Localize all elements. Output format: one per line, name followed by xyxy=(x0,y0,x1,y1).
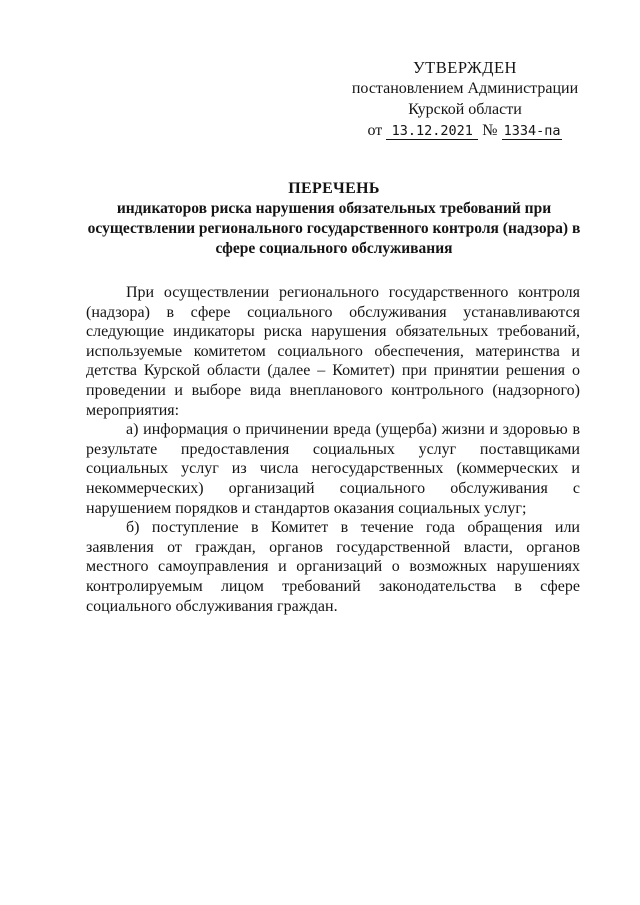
approval-stamp xyxy=(340,57,590,141)
approval-line-region: Курской области xyxy=(408,101,522,118)
item-b-paragraph: б) поступление в Комитет в течение года обращения или заявления от граждан, органов государственной власти, органов местного самоуправления и организаций о возможных нарушениях контролируемым лицом требований законодательства в сфере социального обслуживания граждан. xyxy=(86,519,580,615)
number-prefix: № xyxy=(482,122,498,139)
document-subtitle: индикаторов риска нарушения обязательных требований при осуществлении регионального государственного контроля (надзора) в сфере социального обслуживания xyxy=(87,200,581,257)
document-title-block xyxy=(86,179,582,259)
date-prefix: от xyxy=(367,122,383,139)
approval-date-number-line xyxy=(340,120,590,141)
intro-paragraph: При осуществлении регионального государственного контроля (надзора) в сфере социального обслуживания устанавливаются следующие индикаторы риска нарушения обязательных требований, используемые комитетом социального обеспечения, материнства и детства Курской области (далее – Комитет) при принятии решения о проведении и выборе вида внепланового контрольного (надзорного) мероприятия: xyxy=(86,284,580,419)
approval-date: 13.12.2021 xyxy=(386,123,478,140)
approval-line-issuer: постановлением Администрации xyxy=(351,80,579,97)
document-body xyxy=(86,283,580,616)
approval-number: 1334-па xyxy=(503,123,561,139)
document-title: ПЕРЕЧЕНЬ xyxy=(288,180,380,197)
approval-heading: УТВЕРЖДЕН xyxy=(413,58,517,77)
item-a-paragraph: а) информация о причинении вреда (ущерба) жизни и здоровью в результате предоставления социальных услуг поставщиками социальных услуг из числа негосударственных (коммерческих и некоммерческих) организаций социального обслуживания с нарушением порядков и стандартов оказания социальных услуг; xyxy=(86,421,580,517)
